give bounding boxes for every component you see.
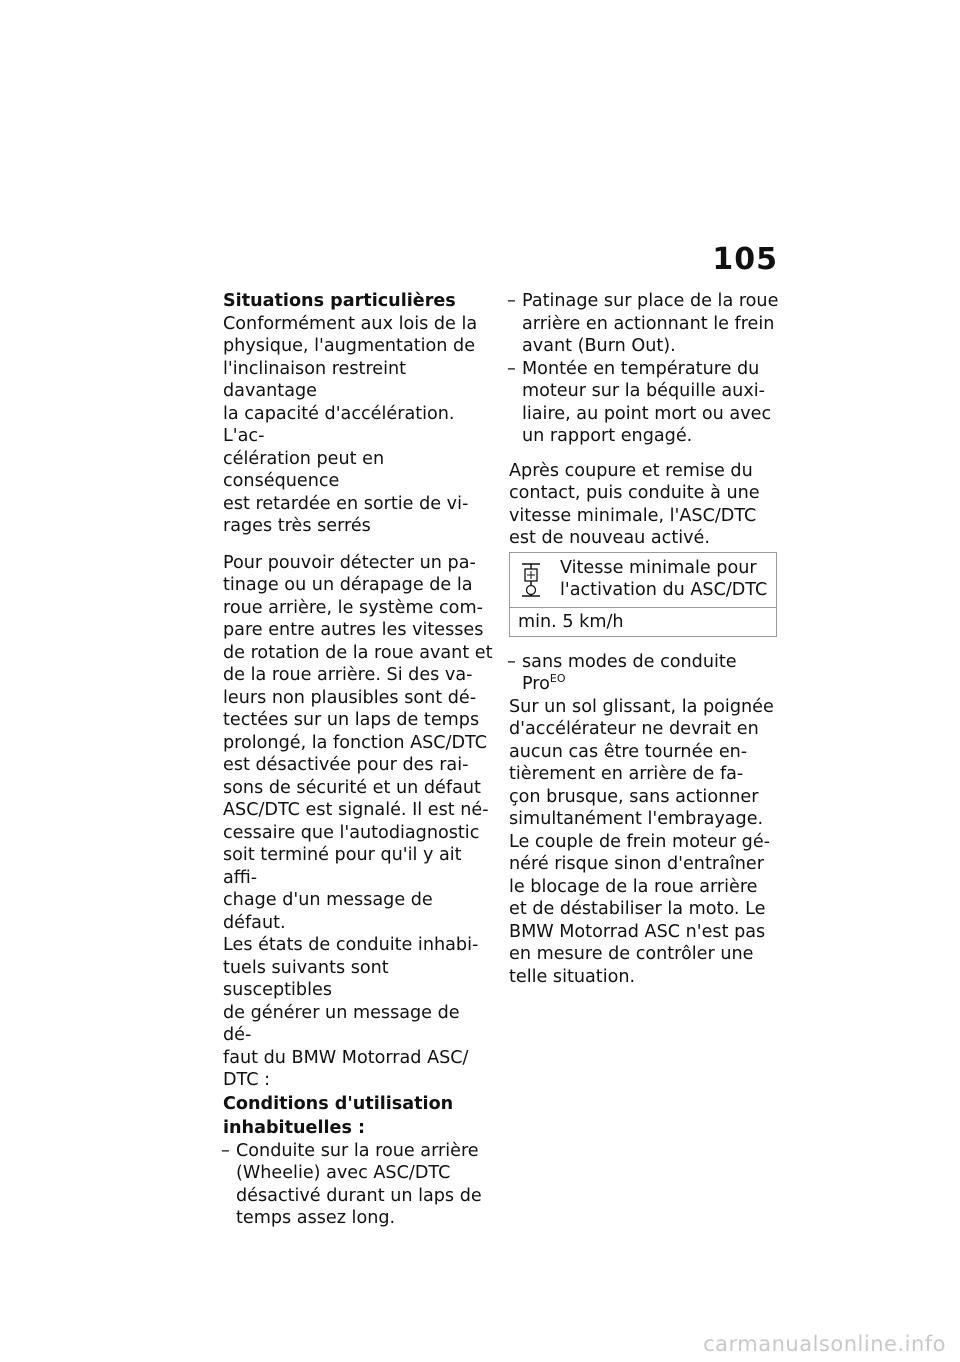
- paragraph-inclination: Conformément aux lois de la physique, l'augmentation de l'inclinaison restreint davantage la capacité d'accélération. L'ac- célération peut en conséquence est retardée en sortie de vi- rages très serrés: [223, 313, 478, 536]
- list-item: – Conduite sur la roue arrière (Wheelie) avec ASC/DTC désactivé durant un laps de temps assez long.: [221, 1140, 482, 1228]
- section-heading: Situations particulières: [223, 291, 456, 311]
- page-number: 105: [712, 242, 778, 277]
- table-label: Vitesse minimale pour l'activation du ASC/DTC: [560, 557, 768, 600]
- paragraph-reactivation: Après coupure et remise du contact, puis conduite à une vitesse minimale, l'ASC/DTC est de nouveau activé.: [509, 460, 760, 548]
- mode-list: [509, 651, 779, 696]
- eo-superscript: EO: [549, 672, 566, 686]
- list-item: – Montée en température du moteur sur la béquille auxi- liaire, au point mort ou avec un rapport engagé.: [507, 358, 772, 446]
- paragraph-slippery: Sur un sol glissant, la poignée d'accélérateur ne devrait en aucun cas être tournée en- tièrement en arrière de fa- çon brusque, sans actionner simultanément l'embrayage. Le couple de frein moteur gé- néré risque sinon d'entraîner le blocage de la roue arrière et de déstabiliser la moto. Le BMW Motorrad ASC n'est pas en mesure de contrôler une telle situation.: [509, 696, 774, 987]
- conditions-list: [223, 1140, 493, 1230]
- speed-gauge-icon: [520, 557, 560, 604]
- left-column: [223, 290, 493, 1244]
- conditions-heading: Conditions d'utilisation inhabituelles :: [223, 1093, 454, 1138]
- right-column: [509, 290, 779, 1002]
- watermark: carmanualsonline.info: [703, 1332, 946, 1356]
- list-item: – Patinage sur place de la roue arrière en actionnant le frein avant (Burn Out).: [507, 291, 779, 356]
- conditions-list-continued: [509, 290, 779, 448]
- table-value: min. 5 km/h: [518, 612, 624, 632]
- list-item: – sans modes de conduite Pro$^{EO}$: [507, 651, 737, 694]
- min-speed-table: [509, 552, 777, 637]
- paragraph-detection: Pour pouvoir détecter un pa- tinage ou un dérapage de la roue arrière, le système com- pare entre autres les vitesses de rotation de la roue avant et de la roue arrière. Si des va- leurs non plausibles sont dé- tectées sur un laps de temps prolongé, la fonction ASC/DTC est désactivée pour des rai- sons de sécurité et un défaut ASC/DTC est signalé. Il est né- cessaire que l'autodiagnostic soit terminé pour qu'il y ait affi- chage d'un message de défaut. Les états de conduite inhabi- tuels suivants sont susceptibles de générer un message de dé- faut du BMW Motorrad ASC/ DTC :: [223, 552, 493, 1090]
